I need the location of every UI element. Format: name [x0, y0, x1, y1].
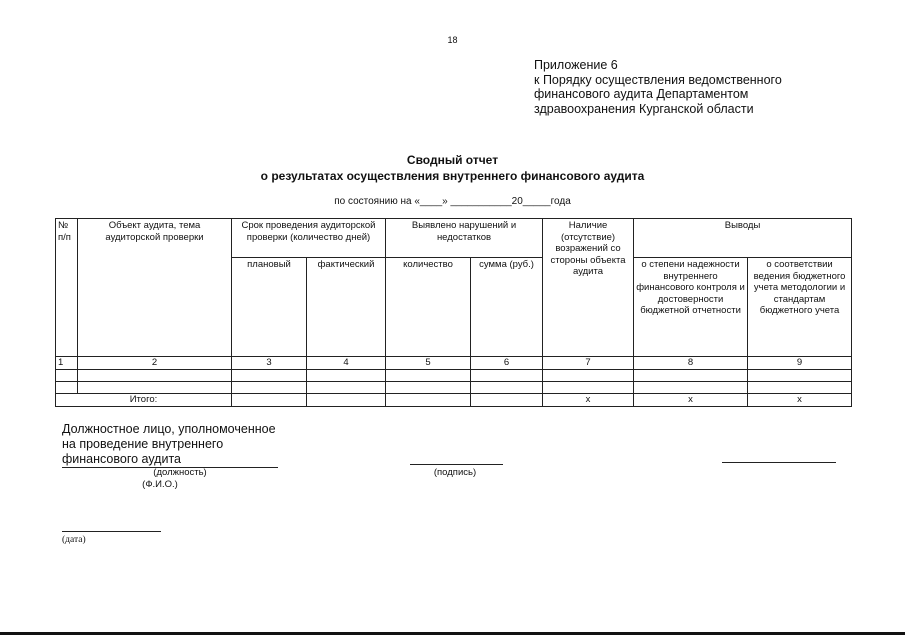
bottom-rule: [0, 632, 905, 635]
appendix-line: финансового аудита Департаментом: [534, 87, 749, 101]
empty-cell: [56, 370, 78, 382]
column-number: 4: [307, 357, 386, 370]
total-cell: х: [634, 394, 748, 407]
empty-cell: [543, 370, 634, 382]
empty-cell: [386, 370, 471, 382]
header-row: [56, 219, 852, 258]
total-cell: х: [748, 394, 852, 407]
report-title: Сводный отчет: [406, 153, 499, 167]
total-cell: [307, 394, 386, 407]
total-cell: х: [543, 394, 634, 407]
position-caption: (должность): [153, 467, 207, 478]
header-compliance: о соответствии ведения бюджетного учета методологии и стандартам бюджетного учета: [748, 258, 852, 357]
signature-line: [410, 464, 503, 465]
column-number: 9: [748, 357, 852, 370]
official-block: [62, 422, 278, 468]
column-number: 3: [232, 357, 307, 370]
appendix-line: Приложение 6: [534, 58, 618, 72]
empty-cell: [56, 382, 78, 394]
total-row: [56, 394, 852, 407]
column-number: 7: [543, 357, 634, 370]
header-sum: сумма (руб.): [471, 258, 543, 357]
empty-cell: [471, 382, 543, 394]
name-line: [722, 462, 836, 463]
column-number: 8: [634, 357, 748, 370]
appendix-note: [534, 58, 782, 116]
column-number-row: [56, 357, 852, 370]
empty-cell: [634, 382, 748, 394]
signature-caption: (подпись): [433, 467, 477, 478]
date-line: [62, 531, 161, 532]
as-of-date-line: по состоянию на «____» ___________20_____года: [334, 196, 571, 207]
header-conclusions: Выводы: [634, 219, 852, 258]
column-number: 6: [471, 357, 543, 370]
header-object: Объект аудита, тема аудиторской проверки: [78, 219, 232, 357]
column-number: 1: [56, 357, 78, 370]
column-number: 2: [78, 357, 232, 370]
official-line: на проведение внутреннего: [62, 437, 224, 451]
total-cell: [232, 394, 307, 407]
empty-row: [56, 382, 852, 394]
column-number: 5: [386, 357, 471, 370]
empty-cell: [307, 370, 386, 382]
header-quantity: количество: [386, 258, 471, 357]
name-caption: (Ф.И.О.): [142, 479, 178, 490]
empty-cell: [307, 382, 386, 394]
date-caption: (дата): [62, 535, 86, 545]
total-cell: [471, 394, 543, 407]
official-line: Должностное лицо, уполномоченное: [62, 422, 276, 436]
header-actual: фактический: [307, 258, 386, 357]
report-subtitle: о результатах осуществления внутреннего финансового аудита: [260, 169, 645, 183]
empty-cell: [386, 382, 471, 394]
page-number: 18: [447, 35, 458, 45]
header-planned: плановый: [232, 258, 307, 357]
empty-cell: [78, 382, 232, 394]
empty-cell: [748, 370, 852, 382]
empty-cell: [232, 382, 307, 394]
total-cell: [386, 394, 471, 407]
header-violations: Выявлено нарушений и недостатков: [386, 219, 543, 258]
empty-row: [56, 370, 852, 382]
empty-cell: [471, 370, 543, 382]
empty-cell: [634, 370, 748, 382]
official-position-underlined: финансового аудита: [62, 452, 278, 468]
header-num: № п/п: [56, 219, 78, 357]
audit-report-table: [55, 218, 852, 407]
empty-cell: [543, 382, 634, 394]
appendix-line: к Порядку осуществления ведомственного: [534, 72, 782, 87]
empty-cell: [78, 370, 232, 382]
header-period: Срок проведения аудиторской проверки (количество дней): [232, 219, 386, 258]
total-label: Итого:: [56, 394, 232, 407]
empty-cell: [232, 370, 307, 382]
header-objections: Наличие (отсутствие) возражений со стороны объекта аудита: [543, 219, 634, 357]
header-reliability: о степени надежности внутреннего финансового контроля и достоверности бюджетной отчетности: [634, 258, 748, 357]
appendix-line: здравоохранения Курганской области: [534, 101, 754, 116]
empty-cell: [748, 382, 852, 394]
